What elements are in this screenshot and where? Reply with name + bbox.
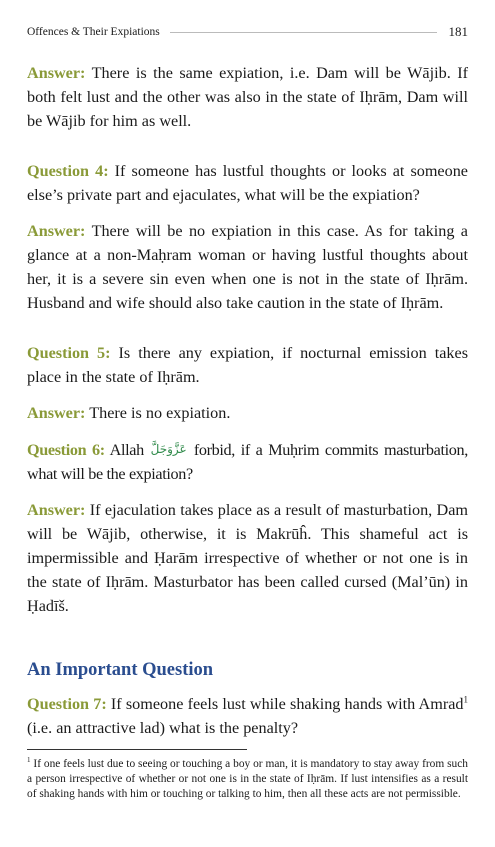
answer-label: Answer: <box>27 404 86 422</box>
answer-5 <box>27 401 468 425</box>
footnote-reference[interactable]: 1 <box>463 694 468 705</box>
section-heading: An Important Question <box>27 660 214 680</box>
page-number: 181 <box>448 24 468 39</box>
answer-label: Answer: <box>27 501 86 519</box>
page-body <box>27 61 468 740</box>
question-4 <box>27 159 468 207</box>
answer-4 <box>27 219 468 315</box>
question-label: Question 6: <box>27 441 105 459</box>
footnote-marker: 1 <box>27 756 31 765</box>
question-6 <box>27 437 468 486</box>
answer-6 <box>27 498 468 618</box>
question-text-start: Allah <box>109 441 144 459</box>
question-text-end: (i.e. an attractive lad) what is the penalty? <box>27 719 299 737</box>
answer-text: There is no expiation. <box>89 404 231 422</box>
question-text-end: forbid, if a Muḥrim commits masturbation, what will be the expiation? <box>27 441 468 483</box>
question-7 <box>27 692 468 740</box>
footnote-divider <box>27 749 247 750</box>
question-text: If someone has lustful thoughts or looks at someone else’s private part and ejaculates, what will be the expiation? <box>27 162 468 204</box>
answer-text: There is the same expiation, i.e. Dam will be Wājib. If both felt lust and the other was also in the state of Iḥrām, Dam will be Wājib for him as well. <box>27 64 468 130</box>
honorific-glyph: عَزَّوَجَلَّ <box>150 442 187 456</box>
running-title: Offences & Their Expiations <box>27 26 160 38</box>
question-label: Question 5: <box>27 344 111 362</box>
question-text-start: If someone feels lust while shaking hands with Amrad <box>110 695 464 713</box>
header-rule <box>170 32 437 33</box>
running-header <box>27 22 468 42</box>
question-label: Question 4: <box>27 162 109 180</box>
answer-label: Answer: <box>27 64 86 82</box>
answer-text: If ejaculation takes place as a result of masturbation, Dam will be Wājib, otherwise, it is Makrūĥ. This shameful act is impermissible and Ḥarām irrespective of whether or not one is in the state of Iḥrām. Masturbator has been called cursed (Mal’ūn) in Ḥadīš. <box>27 501 468 615</box>
question-label: Question 7: <box>27 695 107 713</box>
answer-text: There will be no expiation in this case. As for taking a glance at a non-Maḥram woman or having lustful thoughts about her, it is a severe sin even when one is not in the state of Iḥrām. Husband and wife should also take caution in the state of Iḥrām. <box>27 222 468 312</box>
question-text: Is there any expiation, if nocturnal emission takes place in the state of Iḥrām. <box>27 344 468 386</box>
question-5 <box>27 341 468 389</box>
footnote-text: If one feels lust due to seeing or touching a boy or man, it is mandatory to stay away from such a person irrespective of whether or not one is in the state of Iḥrām. If lust intensifies as a result of shaking hands with him or touching or talking to him, then all these acts are not permissible. <box>27 758 468 801</box>
answer-block <box>27 61 468 133</box>
footnote <box>27 757 468 803</box>
answer-label: Answer: <box>27 222 86 240</box>
